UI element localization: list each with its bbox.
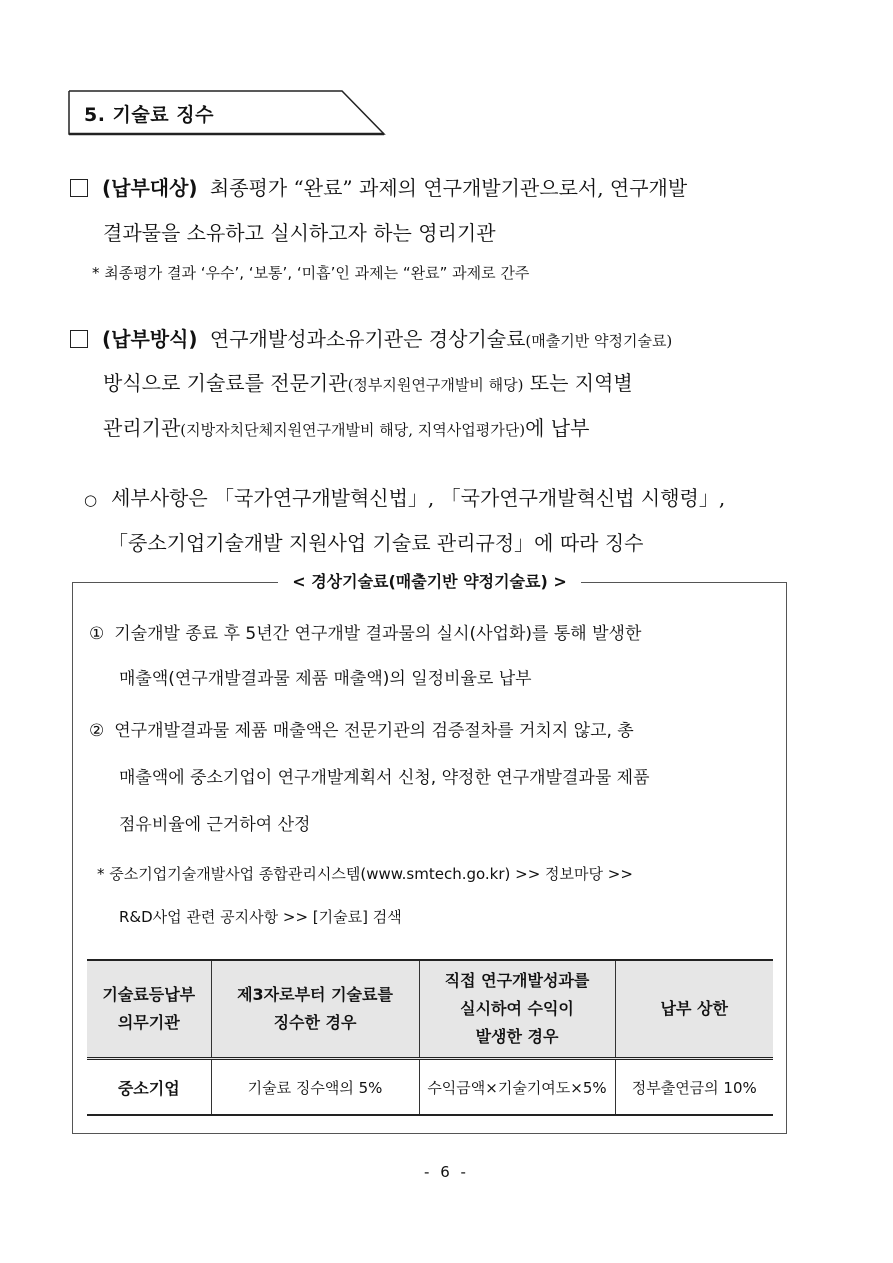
- table-header-row: [87, 960, 773, 1059]
- panel-point2-line3: 점유비율에 근거하여 산정: [119, 815, 311, 835]
- table-cell: 기술료 징수액의 5%: [211, 1059, 419, 1116]
- item2-text3b: 에 납부: [525, 416, 590, 440]
- item2-text1: 연구개발성과소유기관은 경상기술료: [209, 327, 526, 351]
- p1-text1: 기술개발 종료 후 5년간 연구개발 결과물의 실시(사업화)를 통해 발생한: [114, 624, 642, 644]
- section-heading: 5. 기술료 징수: [84, 104, 214, 126]
- item3-line2: 「중소기업기술개발 지원사업 기술료 관리규정」에 따라 징수: [108, 531, 644, 555]
- table-header-cell: 기술료등납부 의무기관: [87, 960, 211, 1059]
- item1-line2: 결과물을 소유하고 실시하고자 하는 영리기관: [103, 221, 496, 245]
- item2-text1-small: (매출기반 약정기술료): [525, 332, 673, 350]
- circled-one-icon: ①: [89, 624, 105, 644]
- item3-text1: 세부사항은 「국가연구개발혁신법」, 「국가연구개발혁신법 시행령」,: [111, 486, 726, 510]
- panel-title-wrap: [73, 569, 786, 592]
- panel-point2-line1: [89, 716, 634, 741]
- item2-line1: [70, 323, 672, 352]
- royalty-table: [87, 959, 773, 1116]
- panel-point1-line1: [89, 619, 641, 644]
- item2-line3: [103, 412, 589, 441]
- item3-line1: [84, 482, 725, 511]
- table-header-cell: 제3자로부터 기술료를 징수한 경우: [211, 960, 419, 1059]
- panel-note-line1: * 중소기업기술개발사업 종합관리시스템(www.smtech.go.kr) >> 정보마당 >>: [97, 865, 633, 883]
- panel-note-line2: R&D사업 관련 공지사항 >> [기술료] 검색: [119, 908, 402, 926]
- panel-point1-line2: 매출액(연구개발결과물 제품 매출액)의 일정비율로 납부: [119, 669, 532, 689]
- page-number: - 6 -: [424, 1163, 469, 1181]
- p2-text1: 연구개발결과물 제품 매출액은 전문기관의 검증절차를 거치지 않고, 총: [114, 721, 634, 741]
- checkbox-icon: [70, 330, 88, 348]
- item2-text3a: 관리기관: [103, 416, 181, 440]
- item2-text2a: 방식으로 기술료를 전문기관: [103, 371, 348, 395]
- section-heading-box: [68, 90, 384, 134]
- table-cell: 정부출연금의 10%: [615, 1059, 773, 1116]
- item2-text2b: 또는 지역별: [529, 371, 633, 395]
- item2-line2: [103, 367, 633, 396]
- item1-note: * 최종평가 결과 ‘우수’, ‘보통’, ‘미흡’인 과제는 “완료” 과제로 간주: [92, 264, 530, 282]
- item2-text2-small: (정부지원연구개발비 해당): [347, 376, 524, 394]
- table-header-cell: 납부 상한: [615, 960, 773, 1059]
- circled-two-icon: ②: [89, 721, 105, 741]
- panel-point2-line2: 매출액에 중소기업이 연구개발계획서 신청, 약정한 연구개발결과물 제품: [119, 768, 650, 788]
- item2-label: (납부방식): [102, 327, 198, 351]
- item1-line1: [70, 172, 687, 201]
- royalty-info-panel: [72, 572, 787, 1134]
- circle-bullet-icon: ○: [84, 491, 98, 509]
- table-header-cell: 직접 연구개발성과를 실시하여 수익이 발생한 경우: [419, 960, 615, 1059]
- item1-text1: 최종평가 “완료” 과제의 연구개발기관으로서, 연구개발: [209, 176, 688, 200]
- item1-label: (납부대상): [102, 176, 198, 200]
- panel-title: < 경상기술료(매출기반 약정기술료) >: [278, 572, 581, 591]
- checkbox-icon: [70, 179, 88, 197]
- table-cell: 수익금액×기술기여도×5%: [419, 1059, 615, 1116]
- table-row: [87, 1059, 773, 1116]
- table-cell: 중소기업: [87, 1059, 211, 1116]
- item2-text3-small: (지방자치단체지원연구개발비 해당, 지역사업평가단): [180, 421, 526, 439]
